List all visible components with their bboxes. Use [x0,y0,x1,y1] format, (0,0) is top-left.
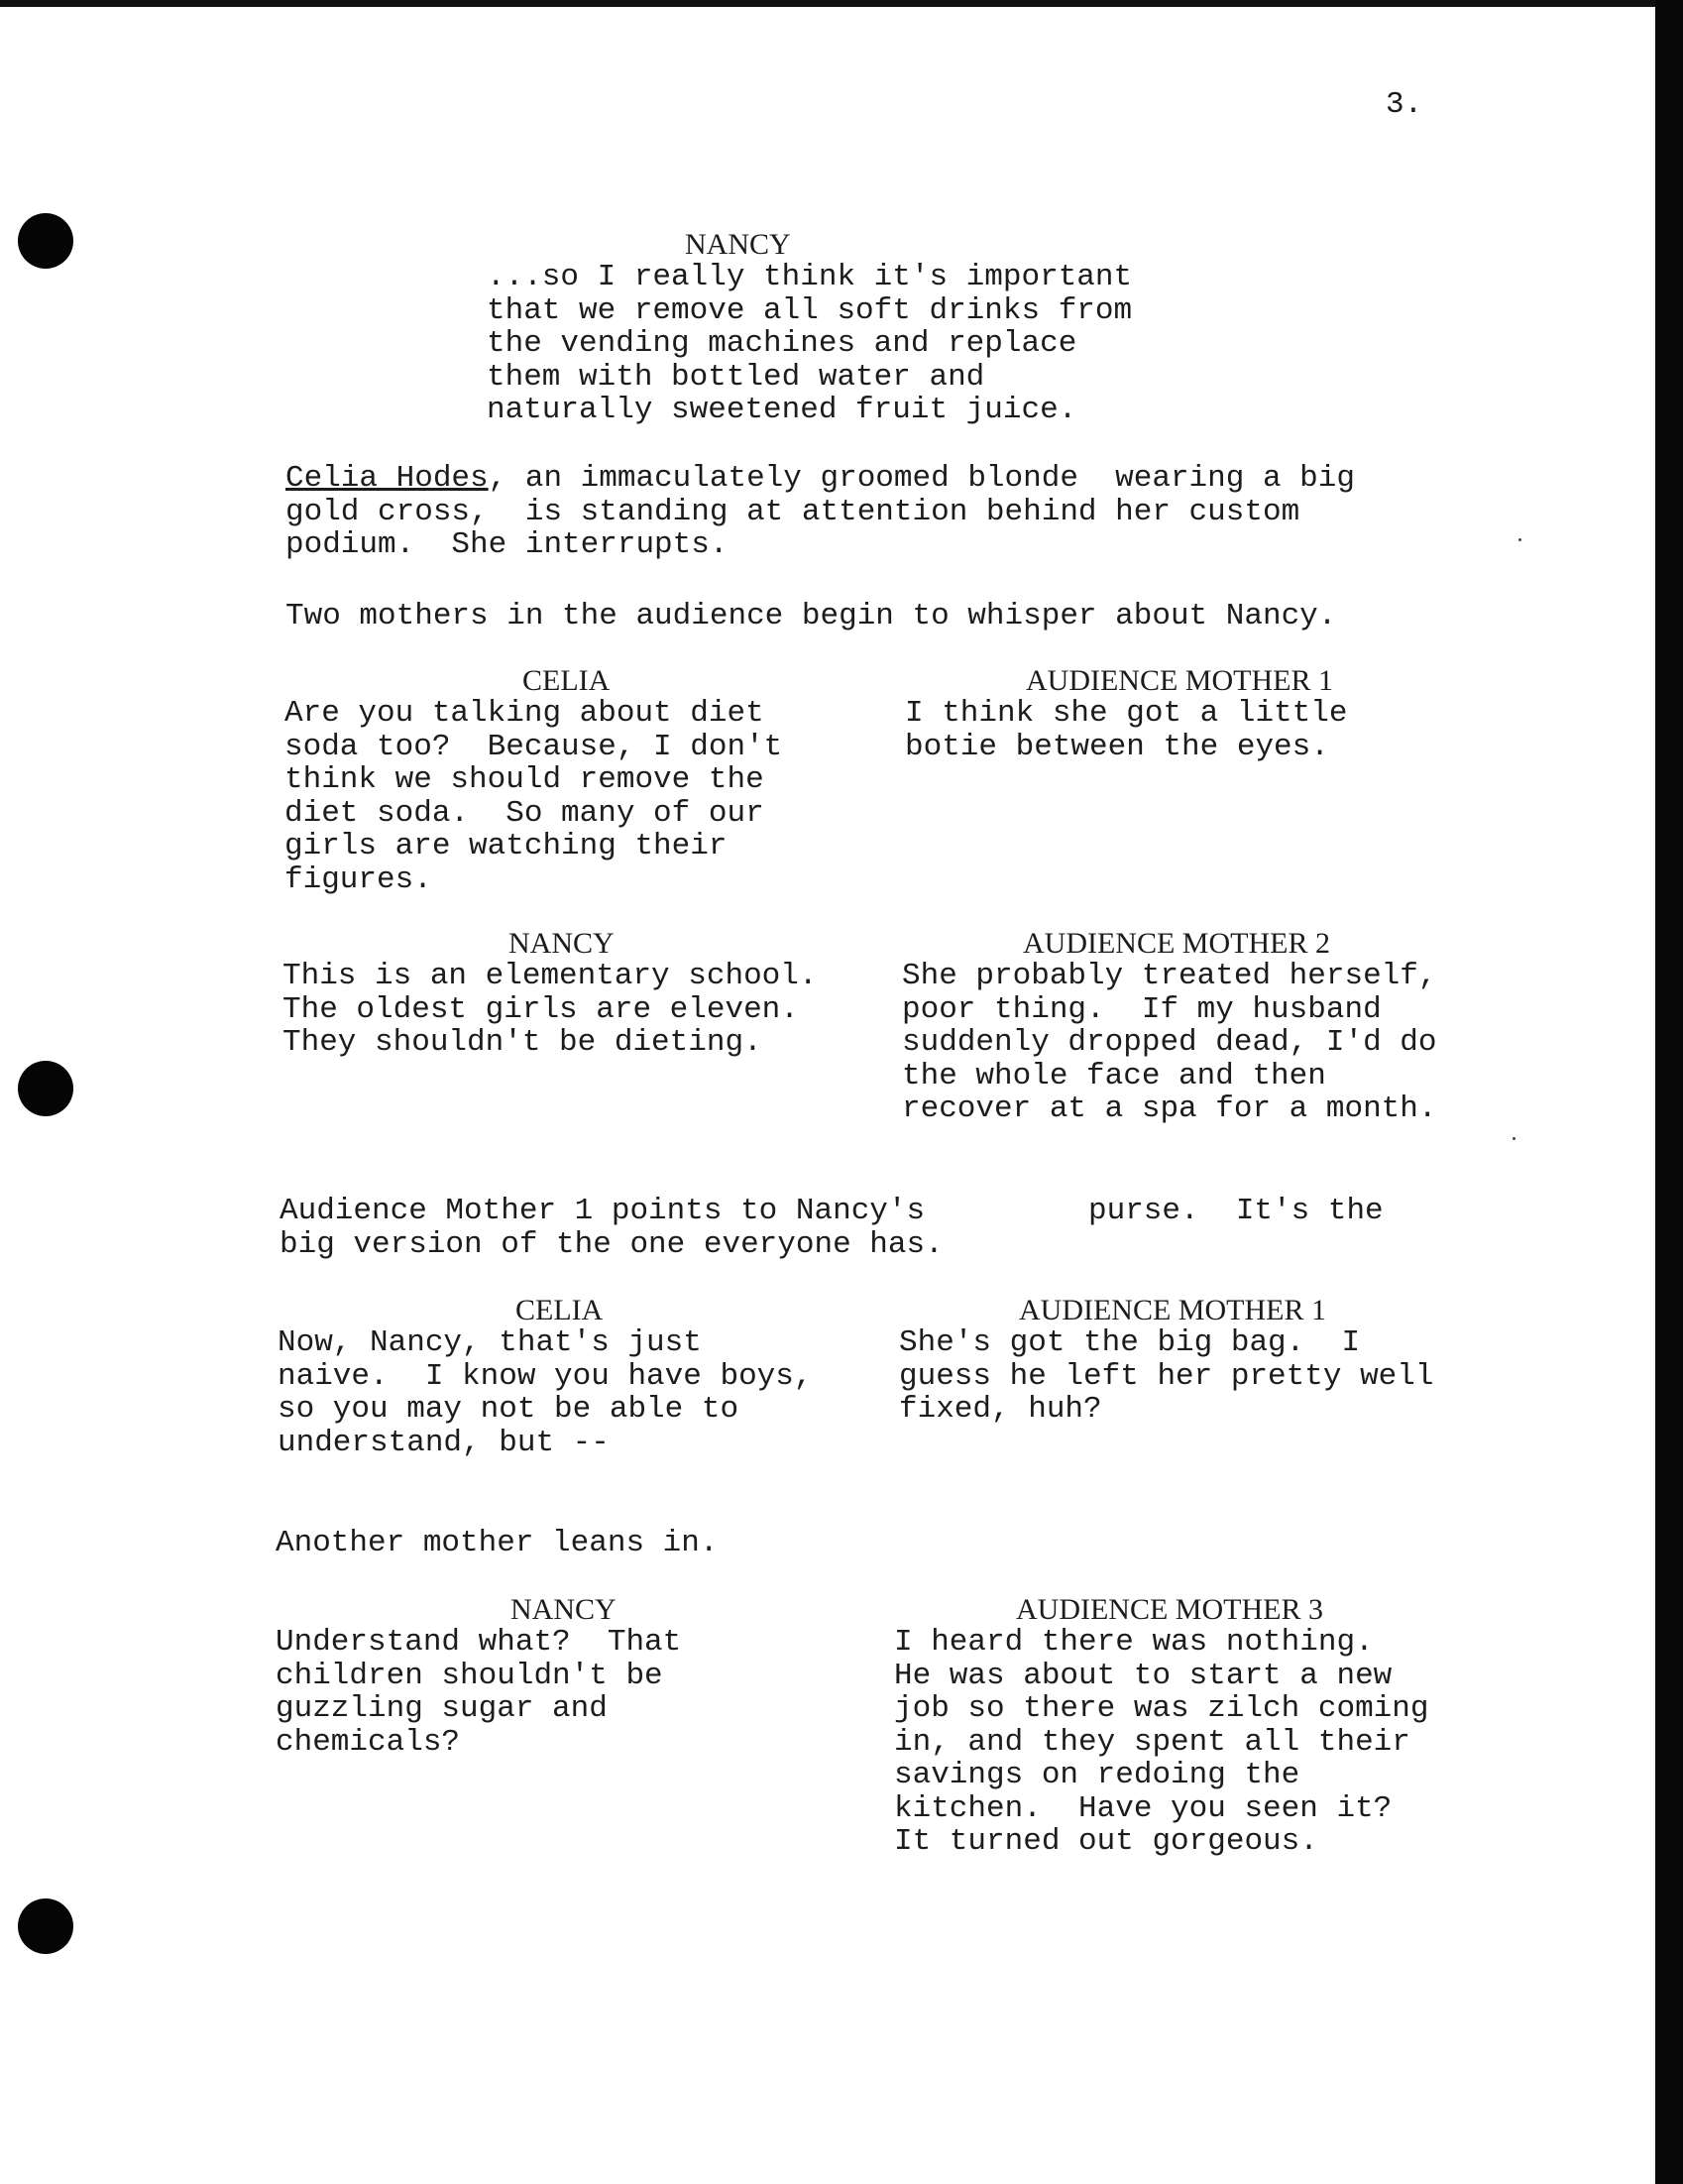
right-scan-edge [1655,0,1683,2184]
character-name-audience-mother-3: AUDIENCE MOTHER 3 [1016,1593,1323,1626]
scan-speck [1513,1137,1515,1140]
dialogue-audience-mother-1-b: She's got the big bag. I guess he left her pretty well fixed, huh? [899,1325,1434,1427]
dialogue-nancy-3: Understand what? That children shouldn't be guzzling sugar and chemicals? [276,1625,682,1760]
character-name-nancy: NANCY [510,1593,617,1626]
character-name-celia: CELIA [515,1294,604,1326]
character-intro-name: Celia Hodes [285,461,489,496]
action-purse-left: Audience Mother 1 points to Nancy's big version of the one everyone has. [280,1194,944,1262]
character-name-audience-mother-1: AUDIENCE MOTHER 1 [1019,1294,1326,1326]
action-another-mother: Another mother leans in. [276,1526,719,1560]
action-mothers-whisper: Two mothers in the audience begin to whisper about Nancy. [285,599,1337,633]
scan-speck [1518,538,1521,541]
page-number: 3. [1386,87,1423,122]
character-name-nancy: NANCY [508,927,615,960]
action-celia-intro [285,462,1355,562]
punch-hole-bottom [18,1898,73,1954]
action-celia-intro-text: , an immaculately groomed blonde wearing a big gold cross, is standing at attention behind her custom podium. She interrupts. [285,461,1355,562]
punch-hole-top [18,213,73,269]
character-name-audience-mother-2: AUDIENCE MOTHER 2 [1023,927,1330,960]
character-name-nancy: NANCY [685,228,791,261]
dialogue-audience-mother-2: She probably treated herself, poor thing. If my husband suddenly dropped dead, I'd do the whole face and then recover at a spa for a month. [902,959,1437,1126]
action-purse-right: purse. It's the [1088,1194,1384,1228]
dialogue-celia-1: Are you talking about diet soda too? Because, I don't think we should remove the diet soda. So many of our girls are watching their figures. [284,696,783,897]
dialogue-nancy-2: This is an elementary school. The oldest girls are eleven. They shouldn't be dieting. [282,959,818,1060]
dialogue-celia-2: Now, Nancy, that's just naive. I know you have boys, so you may not be able to understand, but -- [278,1325,813,1460]
character-name-audience-mother-1: AUDIENCE MOTHER 1 [1026,664,1333,697]
dialogue-nancy-1: ...so I really think it's important that we remove all soft drinks from the vending machines and replace them with bottled water and naturally sweetened fruit juice. [487,260,1133,427]
character-name-celia: CELIA [522,664,611,697]
top-edge-rule [0,0,1683,7]
dialogue-audience-mother-1-a: I think she got a little botie between the eyes. [905,696,1348,764]
punch-hole-middle [18,1061,73,1116]
dialogue-audience-mother-3: I heard there was nothing. He was about to start a new job so there was zilch coming in, and they spent all their savings on redoing the kitchen. Have you seen it? It turned out gorgeous. [894,1625,1429,1859]
